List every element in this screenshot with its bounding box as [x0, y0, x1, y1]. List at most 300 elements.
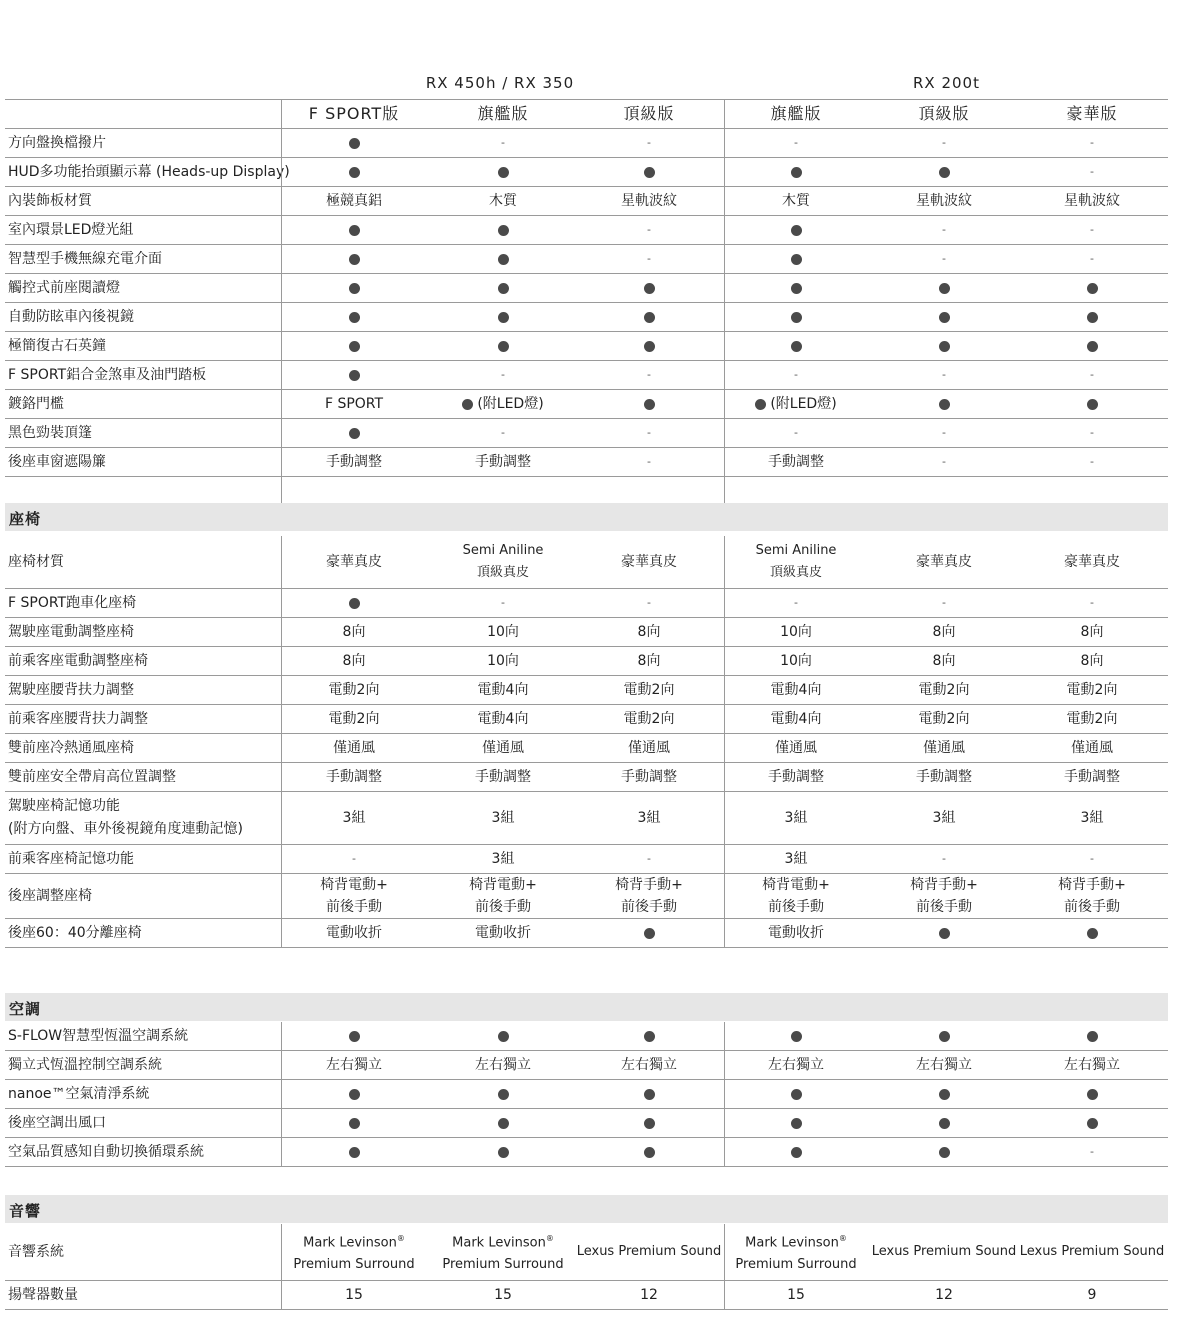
row-cell	[430, 536, 576, 588]
row-cell	[871, 1051, 1017, 1079]
not-available-dash: -	[1090, 136, 1094, 149]
row-cell	[723, 158, 869, 186]
not-available-dash: -	[794, 426, 798, 439]
not-available-dash: -	[1090, 455, 1094, 468]
included-dot-icon	[498, 1118, 509, 1129]
cell-text: 僅通風	[923, 740, 965, 756]
row-cell	[430, 618, 576, 646]
row-cell	[871, 792, 1017, 844]
row-cell	[430, 187, 576, 215]
row-cell	[1019, 705, 1165, 733]
not-available-dash: -	[647, 852, 651, 865]
included-dot-icon	[1087, 1031, 1098, 1042]
cell-text: 左右獨立	[768, 1057, 824, 1073]
row-label: 雙前座冷熱通風座椅	[8, 739, 134, 756]
row-cell	[576, 1109, 722, 1137]
row-label: nanoe™空氣清淨系統	[8, 1085, 150, 1102]
row-cell	[871, 303, 1017, 331]
column-divider	[724, 1224, 725, 1310]
row-cell	[1019, 1051, 1165, 1079]
included-dot-icon	[349, 225, 360, 236]
table-row	[5, 187, 1168, 216]
row-cell	[281, 158, 427, 186]
cell-text: F SPORT	[324, 396, 384, 412]
not-available-dash: -	[647, 136, 651, 149]
included-dot-icon	[349, 370, 360, 381]
included-dot-icon	[791, 254, 802, 265]
row-cell	[430, 448, 576, 476]
row-cell	[430, 1138, 576, 1166]
row-cell	[430, 274, 576, 302]
included-dot-icon	[498, 341, 509, 352]
row-label: HUD多功能抬頭顯示幕 (Heads-up Display)	[8, 163, 290, 180]
included-dot-icon	[349, 1031, 360, 1042]
row-cell	[871, 187, 1017, 215]
row-cell	[281, 647, 427, 675]
included-dot-icon	[644, 1089, 655, 1100]
row-cell	[871, 874, 1017, 918]
included-dot-icon	[791, 1031, 802, 1042]
not-available-dash: -	[501, 136, 505, 149]
not-available-dash: -	[1090, 368, 1094, 381]
included-dot-icon	[791, 341, 802, 352]
row-label: 音響系統	[8, 1243, 64, 1260]
cell-text: 手動調整	[768, 454, 824, 470]
table-row	[5, 448, 1168, 477]
not-available-dash: -	[501, 368, 505, 381]
cell-text: 3組	[1080, 810, 1104, 826]
cell-text: 手動調整	[475, 454, 531, 470]
included-dot-icon	[349, 138, 360, 149]
row-label: 前乘客座椅記憶功能	[8, 850, 134, 867]
row-cell	[430, 1224, 576, 1280]
not-available-dash: -	[1090, 252, 1094, 265]
cell-text: 15	[787, 1287, 805, 1303]
row-cell	[281, 919, 427, 947]
table-row	[5, 361, 1168, 390]
included-dot-icon	[349, 312, 360, 323]
row-cell	[871, 361, 1017, 389]
included-dot-icon	[498, 167, 509, 178]
included-dot-icon	[349, 283, 360, 294]
table-row	[5, 245, 1168, 274]
section-seats	[5, 503, 1168, 531]
row-label: 後座空調出風口	[8, 1114, 106, 1131]
row-cell	[576, 536, 722, 588]
row-cell	[723, 245, 869, 273]
row-cell	[871, 129, 1017, 157]
cell-text: Mark Levinson® Premium Surround	[293, 1233, 415, 1273]
cell-text: 左右獨立	[621, 1057, 677, 1073]
included-dot-icon	[644, 1147, 655, 1158]
row-cell	[281, 1224, 427, 1280]
row-cell	[576, 1022, 722, 1050]
row-cell	[576, 618, 722, 646]
row-cell	[1019, 536, 1165, 588]
not-available-dash: -	[794, 596, 798, 609]
table-row	[5, 158, 1168, 187]
cell-text: 15	[345, 1287, 363, 1303]
row-cell	[723, 618, 869, 646]
row-cell	[1019, 216, 1165, 244]
row-cell	[576, 274, 722, 302]
row-cell	[576, 1080, 722, 1108]
cell-text: 3組	[342, 810, 366, 826]
row-cell	[871, 1281, 1017, 1309]
row-cell	[723, 1051, 869, 1079]
column-divider	[281, 1022, 282, 1167]
included-dot-icon	[1087, 312, 1098, 323]
row-cell	[430, 303, 576, 331]
row-cell	[281, 274, 427, 302]
included-dot-icon	[498, 1031, 509, 1042]
table-row	[5, 618, 1168, 647]
cell-text: Semi Aniline 頂級真皮	[462, 543, 544, 580]
included-dot-icon	[939, 312, 950, 323]
included-dot-icon	[349, 167, 360, 178]
cell-text: 僅通風	[628, 740, 670, 756]
not-available-dash: -	[352, 852, 356, 865]
cell-text: 電動2向	[918, 682, 970, 698]
row-cell	[1019, 763, 1165, 791]
cell-text: Lexus Premium Sound	[871, 1244, 1017, 1259]
included-dot-icon	[644, 341, 655, 352]
cell-text: 3組	[932, 810, 956, 826]
table-row	[5, 792, 1168, 845]
row-cell	[430, 332, 576, 360]
row-cell	[1019, 390, 1165, 418]
row-label: 內裝飾板材質	[8, 192, 92, 209]
row-cell	[576, 589, 722, 617]
row-cell	[871, 245, 1017, 273]
row-cell	[281, 332, 427, 360]
row-cell	[1019, 1281, 1165, 1309]
trim-header: 頂級版	[623, 104, 675, 123]
included-dot-icon	[462, 399, 473, 410]
row-cell	[871, 1109, 1017, 1137]
cell-text: 電動收折	[326, 925, 382, 941]
row-cell	[871, 734, 1017, 762]
cell-text: Mark Levinson® Premium Surround	[735, 1233, 857, 1273]
cell-text: 左右獨立	[326, 1057, 382, 1073]
row-cell	[723, 187, 869, 215]
row-label: 駕駛座椅記憶功能 (附方向盤、車外後視鏡角度連動記憶)	[8, 798, 243, 837]
row-cell	[430, 647, 576, 675]
not-available-dash: -	[942, 136, 946, 149]
not-available-dash: -	[1090, 852, 1094, 865]
cell-text: 電動2向	[918, 711, 970, 727]
cell-text: 手動調整	[621, 769, 677, 785]
row-cell	[281, 1281, 427, 1309]
column-divider	[724, 100, 725, 504]
row-cell	[723, 647, 869, 675]
row-cell	[1019, 734, 1165, 762]
row-cell	[576, 1051, 722, 1079]
included-dot-icon	[349, 341, 360, 352]
not-available-dash: -	[647, 455, 651, 468]
cell-text: 3組	[784, 810, 808, 826]
row-cell	[1019, 187, 1165, 215]
cell-text: 木質	[782, 193, 810, 209]
included-dot-icon	[644, 1031, 655, 1042]
row-cell	[723, 874, 869, 918]
row-cell	[723, 361, 869, 389]
cell-text: 僅通風	[775, 740, 817, 756]
cell-text: 僅通風	[482, 740, 524, 756]
table-row	[5, 874, 1168, 919]
table-row	[5, 919, 1168, 948]
not-available-dash: -	[942, 852, 946, 865]
cell-text: 豪華真皮	[621, 554, 677, 570]
row-cell	[723, 129, 869, 157]
row-cell	[430, 1109, 576, 1137]
cell-text: 電動2向	[1066, 682, 1118, 698]
row-cell	[1019, 845, 1165, 873]
cell-text: 椅背電動+ 前後手動	[320, 877, 388, 915]
included-dot-icon	[1087, 928, 1098, 939]
cell-text: 椅背手動+ 前後手動	[1058, 877, 1126, 915]
cell-text: 椅背手動+ 前後手動	[615, 877, 683, 915]
row-label: 方向盤換檔撥片	[8, 134, 106, 151]
not-available-dash: -	[647, 368, 651, 381]
row-cell	[430, 734, 576, 762]
row-cell	[430, 158, 576, 186]
cell-text: 3組	[491, 851, 515, 867]
row-cell	[871, 390, 1017, 418]
row-cell	[430, 845, 576, 873]
row-cell	[430, 705, 576, 733]
cell-text: 椅背電動+ 前後手動	[469, 877, 537, 915]
row-cell	[430, 1080, 576, 1108]
row-cell	[281, 448, 427, 476]
row-cell	[430, 676, 576, 704]
row-cell	[1019, 303, 1165, 331]
row-cell	[576, 158, 722, 186]
row-cell	[723, 919, 869, 947]
row-cell	[430, 589, 576, 617]
row-cell	[1019, 792, 1165, 844]
row-cell	[871, 419, 1017, 447]
row-cell	[281, 536, 427, 588]
included-dot-icon	[939, 399, 950, 410]
row-cell	[576, 763, 722, 791]
trim-header: 旗艦版	[770, 104, 822, 123]
included-dot-icon	[939, 1031, 950, 1042]
row-cell	[576, 1224, 722, 1280]
not-available-dash: -	[1090, 223, 1094, 236]
cell-text: 10向	[780, 624, 812, 640]
cell-text: 豪華真皮	[326, 554, 382, 570]
included-dot-icon	[349, 598, 360, 609]
not-available-dash: -	[942, 252, 946, 265]
row-label: 鍍鉻門檻	[8, 395, 64, 412]
cell-text: Lexus Premium Sound	[576, 1244, 722, 1259]
row-cell	[723, 1022, 869, 1050]
not-available-dash: -	[1090, 165, 1094, 178]
cell-text: 電動2向	[623, 682, 675, 698]
row-cell	[430, 390, 576, 418]
included-dot-icon	[939, 341, 950, 352]
row-cell	[723, 792, 869, 844]
trim-header-row	[5, 100, 1168, 129]
cell-text: 左右獨立	[475, 1057, 531, 1073]
included-dot-icon	[791, 1118, 802, 1129]
row-cell	[281, 589, 427, 617]
included-dot-icon	[498, 1089, 509, 1100]
row-cell	[281, 1022, 427, 1050]
row-cell	[1019, 1080, 1165, 1108]
trim-header: F SPORT版	[308, 104, 400, 123]
row-cell	[1019, 647, 1165, 675]
row-cell	[576, 845, 722, 873]
row-label: 後座調整座椅	[8, 887, 92, 904]
table-row	[5, 676, 1168, 705]
included-dot-icon	[644, 312, 655, 323]
row-cell	[723, 419, 869, 447]
cell-text: 左右獨立	[916, 1057, 972, 1073]
not-available-dash: -	[501, 426, 505, 439]
cell-text: Lexus Premium Sound	[1019, 1244, 1165, 1259]
row-cell	[281, 792, 427, 844]
table-row	[5, 763, 1168, 792]
row-label: 雙前座安全帶肩高位置調整	[8, 768, 176, 785]
table-row	[5, 129, 1168, 158]
row-cell	[281, 390, 427, 418]
row-label: F SPORT跑車化座椅	[8, 594, 137, 611]
table-row	[5, 1224, 1168, 1281]
cell-text: 電動收折	[475, 925, 531, 941]
cell-text: 手動調整	[326, 454, 382, 470]
cell-text: 8向	[1080, 653, 1104, 669]
included-dot-icon	[498, 283, 509, 294]
cell-text: 3組	[637, 810, 661, 826]
cell-text: 15	[494, 1287, 512, 1303]
row-cell	[281, 419, 427, 447]
not-available-dash: -	[942, 455, 946, 468]
table-row	[5, 274, 1168, 303]
included-dot-icon	[1087, 341, 1098, 352]
table-row	[5, 419, 1168, 448]
included-dot-icon	[791, 312, 802, 323]
row-cell	[430, 1281, 576, 1309]
included-dot-icon	[644, 167, 655, 178]
included-dot-icon	[939, 1147, 950, 1158]
row-cell	[576, 647, 722, 675]
row-cell	[281, 705, 427, 733]
cell-text: 9	[1087, 1287, 1097, 1303]
cell-text: 8向	[342, 653, 366, 669]
included-dot-icon	[755, 399, 766, 410]
not-available-dash: -	[647, 252, 651, 265]
row-cell	[281, 1080, 427, 1108]
row-label: 前乘客座電動調整座椅	[8, 652, 148, 669]
row-cell	[723, 274, 869, 302]
row-cell	[723, 763, 869, 791]
cell-text: 椅背手動+ 前後手動	[910, 877, 978, 915]
row-cell	[576, 792, 722, 844]
row-cell	[871, 676, 1017, 704]
row-cell	[1019, 361, 1165, 389]
row-cell	[723, 448, 869, 476]
row-cell	[281, 874, 427, 918]
included-dot-icon	[1087, 1089, 1098, 1100]
cell-text: 電動4向	[477, 711, 529, 727]
row-cell	[281, 129, 427, 157]
row-cell	[1019, 919, 1165, 947]
row-cell	[871, 919, 1017, 947]
not-available-dash: -	[647, 596, 651, 609]
table-row	[5, 303, 1168, 332]
included-dot-icon	[349, 254, 360, 265]
included-dot-icon	[791, 167, 802, 178]
not-available-dash: -	[794, 368, 798, 381]
row-cell	[723, 1080, 869, 1108]
cell-text: 8向	[637, 624, 661, 640]
row-label: 極簡復古石英鐘	[8, 337, 106, 354]
not-available-dash: -	[942, 596, 946, 609]
not-available-dash: -	[1090, 596, 1094, 609]
row-cell	[1019, 589, 1165, 617]
row-cell	[430, 419, 576, 447]
model-header	[5, 70, 1168, 101]
row-cell	[430, 361, 576, 389]
row-cell	[1019, 1138, 1165, 1166]
row-label: 觸控式前座閱讀燈	[8, 279, 120, 296]
cell-text: 椅背電動+ 前後手動	[762, 877, 830, 915]
cell-text: 8向	[932, 624, 956, 640]
row-cell	[723, 332, 869, 360]
table-row	[5, 647, 1168, 676]
cell-text: 8向	[342, 624, 366, 640]
cell-note: (附LED燈)	[770, 396, 837, 412]
row-cell	[871, 1080, 1017, 1108]
cell-text: 僅通風	[333, 740, 375, 756]
row-cell	[430, 1022, 576, 1050]
row-label: 後座60：40分離座椅	[8, 924, 142, 941]
row-cell	[723, 676, 869, 704]
included-dot-icon	[791, 1089, 802, 1100]
included-dot-icon	[939, 283, 950, 294]
row-cell	[871, 536, 1017, 588]
included-dot-icon	[498, 312, 509, 323]
row-cell	[1019, 448, 1165, 476]
cell-text: 豪華真皮	[1064, 554, 1120, 570]
included-dot-icon	[498, 1147, 509, 1158]
row-label: F SPORT鋁合金煞車及油門踏板	[8, 366, 207, 383]
cell-note: (附LED燈)	[477, 396, 544, 412]
included-dot-icon	[939, 1089, 950, 1100]
cell-text: 極競真鋁	[326, 193, 382, 209]
row-cell	[576, 734, 722, 762]
column-divider	[281, 536, 282, 948]
included-dot-icon	[1087, 1118, 1098, 1129]
trim-header: 頂級版	[918, 104, 970, 123]
included-dot-icon	[644, 283, 655, 294]
row-cell	[281, 618, 427, 646]
cell-text: 電動2向	[1066, 711, 1118, 727]
cell-text: 3組	[491, 810, 515, 826]
row-cell	[723, 536, 869, 588]
section-audio	[5, 1195, 1168, 1223]
row-label: 智慧型手機無線充電介面	[8, 250, 162, 267]
table-row	[5, 1281, 1168, 1310]
included-dot-icon	[791, 225, 802, 236]
table-row	[5, 390, 1168, 419]
row-cell	[576, 676, 722, 704]
cell-text: 手動調整	[326, 769, 382, 785]
row-cell	[430, 763, 576, 791]
row-label: 駕駛座電動調整座椅	[8, 623, 134, 640]
